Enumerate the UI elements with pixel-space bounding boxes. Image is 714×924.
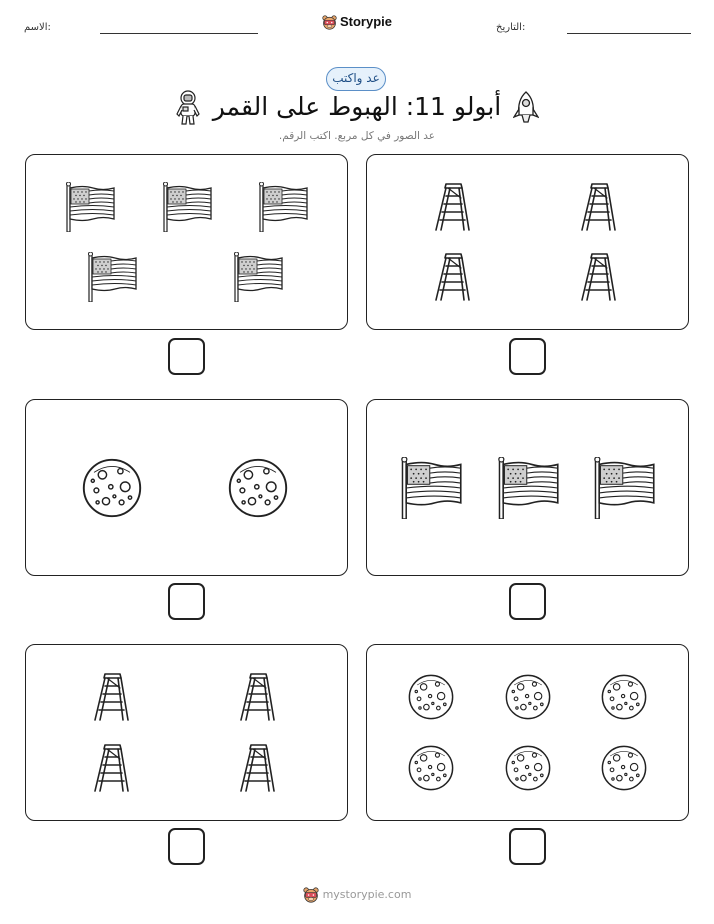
date-label: التاريخ:	[496, 22, 526, 33]
answer-box-5[interactable]	[168, 828, 205, 865]
answer-box-4[interactable]	[509, 583, 546, 620]
date-line[interactable]	[567, 33, 691, 34]
storypie-logo-icon	[303, 887, 319, 903]
flag-icon	[497, 457, 559, 519]
ladder-icon	[428, 182, 478, 232]
storypie-logo-icon	[322, 15, 337, 30]
flag-icon	[400, 457, 462, 519]
flag-icon	[162, 182, 212, 232]
activity-badge: عد واكتب	[326, 67, 386, 91]
answer-box-2[interactable]	[509, 338, 546, 375]
count-panel-1	[25, 154, 348, 330]
moon-icon	[505, 745, 551, 791]
ladder-icon	[87, 672, 137, 722]
count-panel-5	[25, 644, 348, 821]
name-line[interactable]	[100, 33, 258, 34]
page-title	[0, 90, 714, 126]
footer	[0, 887, 714, 903]
flag-icon	[65, 182, 115, 232]
moon-icon	[601, 674, 647, 720]
brand	[0, 14, 714, 30]
footer-url[interactable]: mystorypie.com	[322, 888, 412, 901]
ladder-icon	[233, 743, 283, 793]
page-title-text: أبولو 11: الهبوط على القمر	[212, 92, 502, 121]
astronaut-icon	[175, 90, 201, 126]
count-panel-2	[366, 154, 689, 330]
count-panel-3	[25, 399, 348, 576]
ladder-icon	[233, 672, 283, 722]
moon-icon	[82, 458, 142, 518]
flag-icon	[593, 457, 655, 519]
moon-icon	[408, 674, 454, 720]
brand-name: Storypie	[339, 14, 392, 29]
ladder-icon	[574, 182, 624, 232]
rocket-icon	[513, 91, 539, 125]
moon-icon	[505, 674, 551, 720]
ladder-icon	[87, 743, 137, 793]
count-panel-6	[366, 644, 689, 821]
flag-icon	[258, 182, 308, 232]
flag-icon	[233, 252, 283, 302]
ladder-icon	[428, 252, 478, 302]
moon-icon	[601, 745, 647, 791]
answer-box-1[interactable]	[168, 338, 205, 375]
flag-icon	[87, 252, 137, 302]
answer-box-6[interactable]	[509, 828, 546, 865]
moon-icon	[408, 745, 454, 791]
name-label: الاسم:	[24, 22, 51, 33]
ladder-icon	[574, 252, 624, 302]
instructions: عد الصور في كل مربع. اكتب الرقم.	[278, 130, 436, 142]
answer-box-3[interactable]	[168, 583, 205, 620]
moon-icon	[228, 458, 288, 518]
